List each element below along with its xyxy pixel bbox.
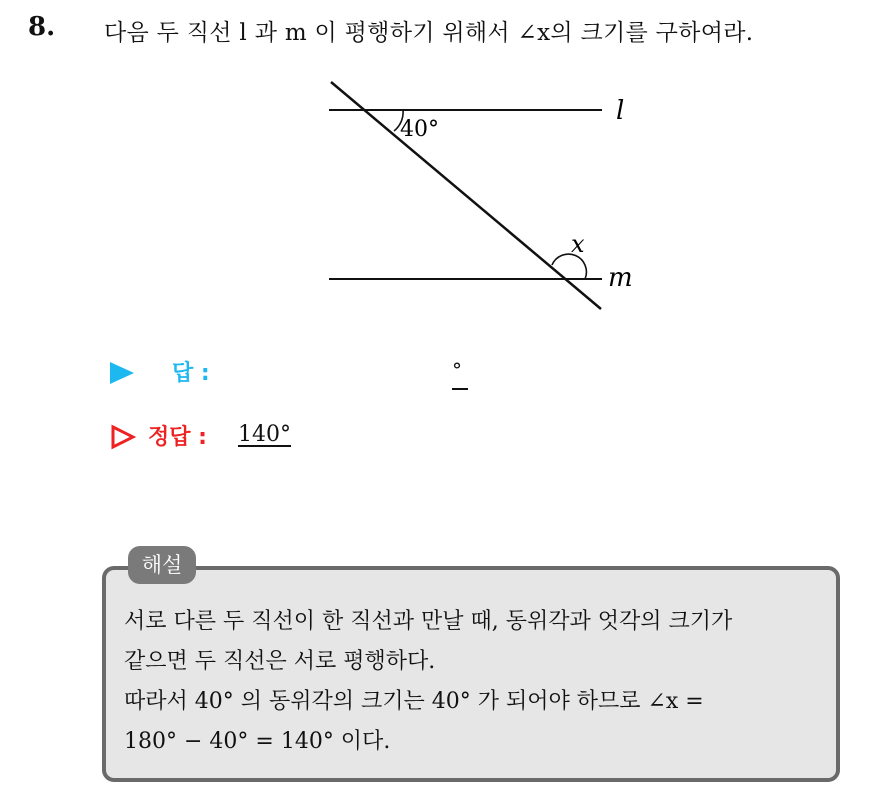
correct-label: 정답 : (148, 425, 207, 450)
transversal-line (331, 82, 601, 309)
outline-triangle-icon (110, 424, 136, 450)
question-text: 다음 두 직선 l 과 m 이 평행하기 위해서 ∠x의 크기를 구하여라. (104, 20, 754, 46)
solution-line: 따라서 40° 의 동위각의 크기는 40° 가 되어야 하므로 ∠x = (124, 689, 704, 714)
solution-line: 서로 다른 두 직선이 한 직선과 만날 때, 동위각과 엇각의 크기가 (124, 609, 733, 634)
question-number: 8. (28, 12, 56, 42)
answer-underline (452, 388, 468, 390)
correct-answer-row (110, 420, 410, 460)
correct-value: 140° (238, 422, 291, 447)
solution-line: 같으면 두 직선은 서로 평행하다. (124, 649, 436, 674)
solution-tag: 해설 (128, 546, 196, 584)
play-triangle-icon (110, 362, 134, 384)
angle-40-label: 40° (400, 117, 439, 142)
angle-x-label: x (571, 230, 585, 258)
line-m-label: m (608, 263, 633, 293)
solution-text (124, 602, 836, 762)
answer-row (110, 356, 510, 396)
line-l-label: l (616, 96, 625, 126)
answer-label: 답 : (172, 361, 210, 386)
answer-blank[interactable]: ° (452, 358, 462, 382)
solution-line: 180° − 40° = 140° 이다. (124, 729, 391, 754)
